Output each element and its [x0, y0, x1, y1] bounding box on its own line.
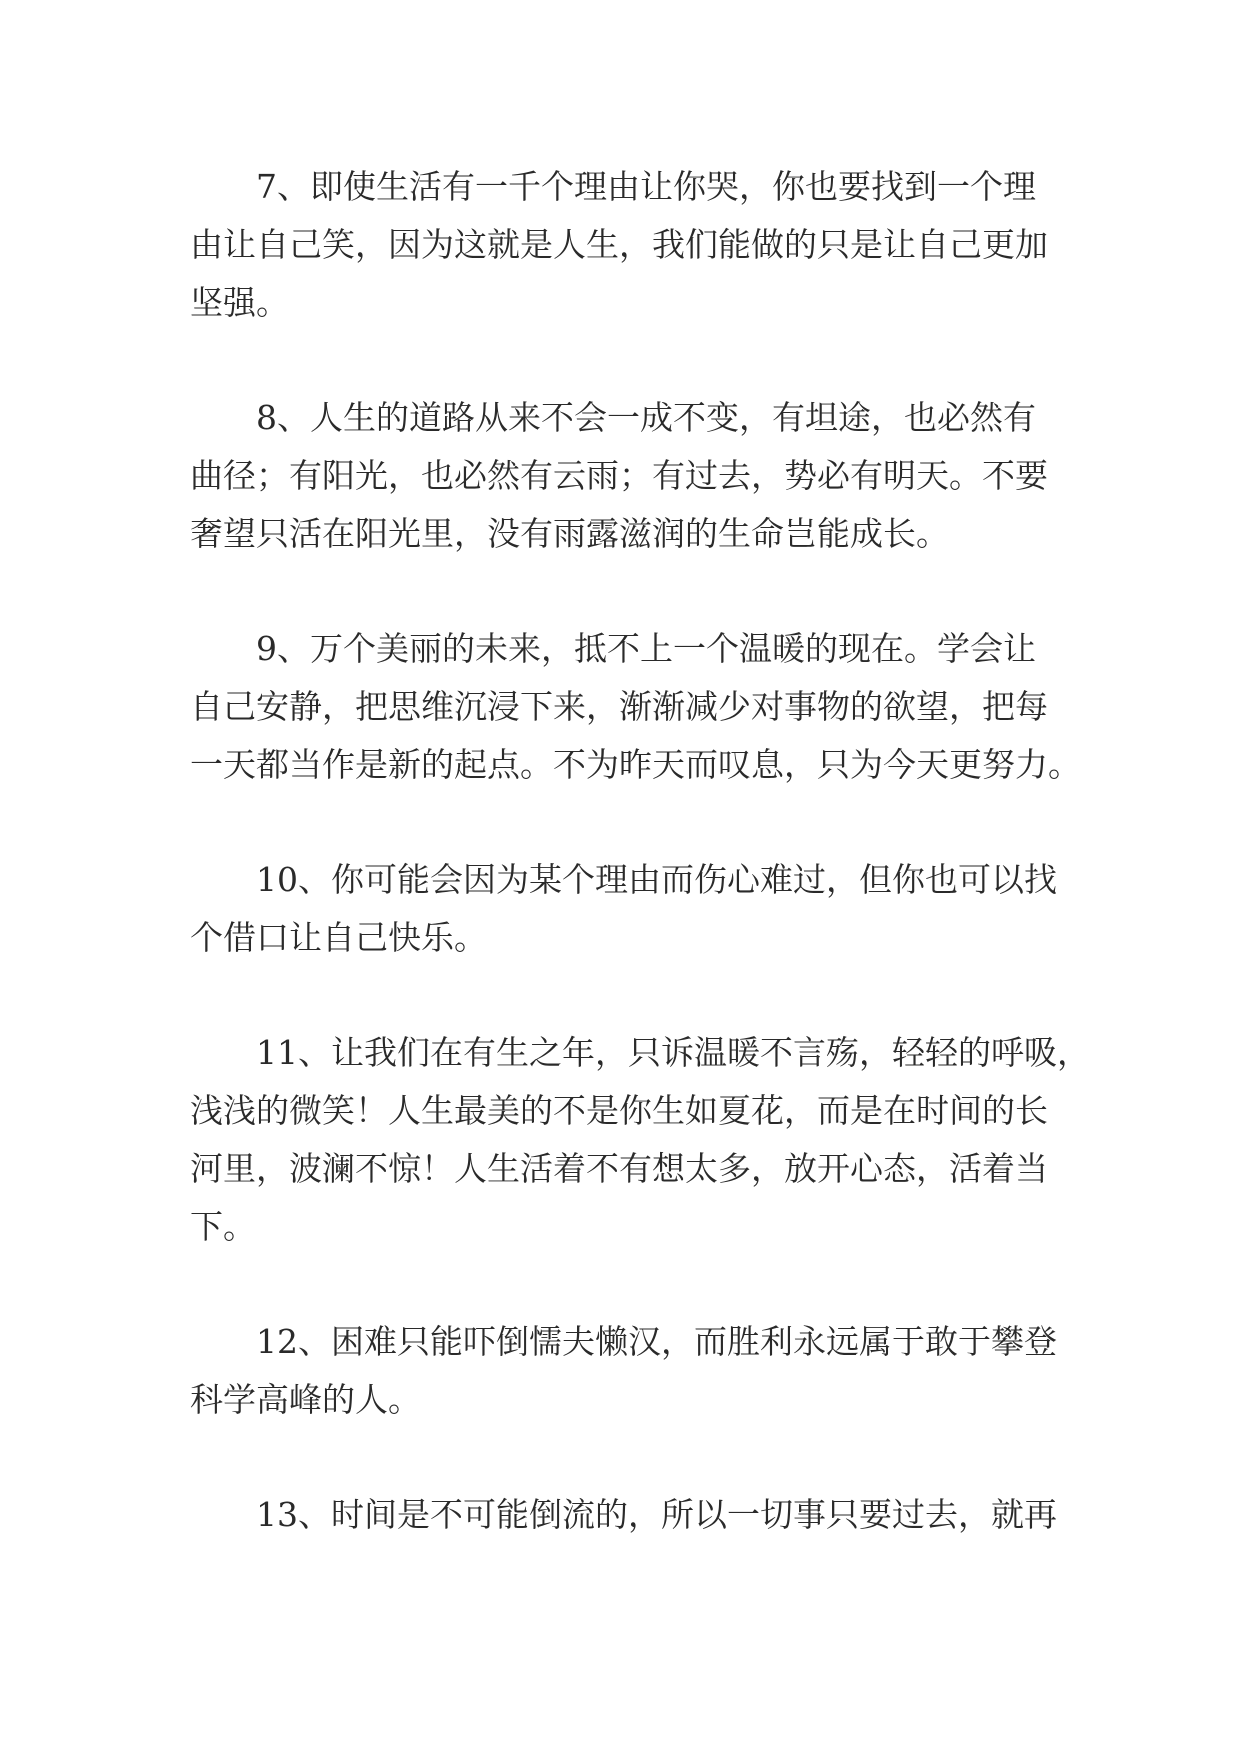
paragraph-8 [190, 389, 1050, 563]
paragraph-line: 个借口让自己快乐。 [190, 918, 487, 957]
paragraph-line: 下。 [190, 1207, 256, 1246]
paragraph-line: 8、人生的道路从来不会一成不变，有坦途，也必然有 [256, 398, 1036, 437]
paragraph-13 [190, 1486, 1057, 1544]
paragraph-line: 13、时间是不可能倒流的，所以一切事只要过去，就再 [256, 1495, 1057, 1534]
paragraph-line: 浅浅的微笑！人生最美的不是你生如夏花，而是在时间的长 [190, 1091, 1048, 1130]
paragraph-line: 一天都当作是新的起点。不为昨天而叹息，只为今天更努力。 [190, 745, 1081, 784]
paragraph-line: 坚强。 [190, 283, 289, 322]
paragraph-line: 11、让我们在有生之年，只诉温暖不言殇，轻轻的呼吸， [256, 1033, 1090, 1072]
paragraph-line: 9、万个美丽的未来，抵不上一个温暖的现在。学会让 [256, 629, 1036, 668]
paragraph-7 [190, 158, 1050, 332]
paragraph-11 [190, 1024, 1090, 1256]
paragraph-line: 科学高峰的人。 [190, 1380, 421, 1419]
paragraph-line: 12、困难只能吓倒懦夫懒汉，而胜利永远属于敢于攀登 [256, 1322, 1057, 1361]
paragraph-line: 奢望只活在阳光里，没有雨露滋润的生命岂能成长。 [190, 514, 949, 553]
paragraph-9 [190, 620, 1081, 794]
paragraph-line: 曲径；有阳光，也必然有云雨；有过去，势必有明天。不要 [190, 456, 1048, 495]
paragraph-10 [190, 851, 1057, 967]
paragraph-line: 由让自己笑，因为这就是人生，我们能做的只是让自己更加 [190, 225, 1048, 264]
paragraph-12 [190, 1313, 1057, 1429]
paragraph-line: 10、你可能会因为某个理由而伤心难过，但你也可以找 [256, 860, 1057, 899]
paragraph-line: 7、即使生活有一千个理由让你哭，你也要找到一个理 [256, 167, 1036, 206]
paragraph-line: 自己安静，把思维沉浸下来，渐渐减少对事物的欲望，把每 [190, 687, 1048, 726]
paragraph-line: 河里，波澜不惊！人生活着不有想太多，放开心态，活着当 [190, 1149, 1048, 1188]
